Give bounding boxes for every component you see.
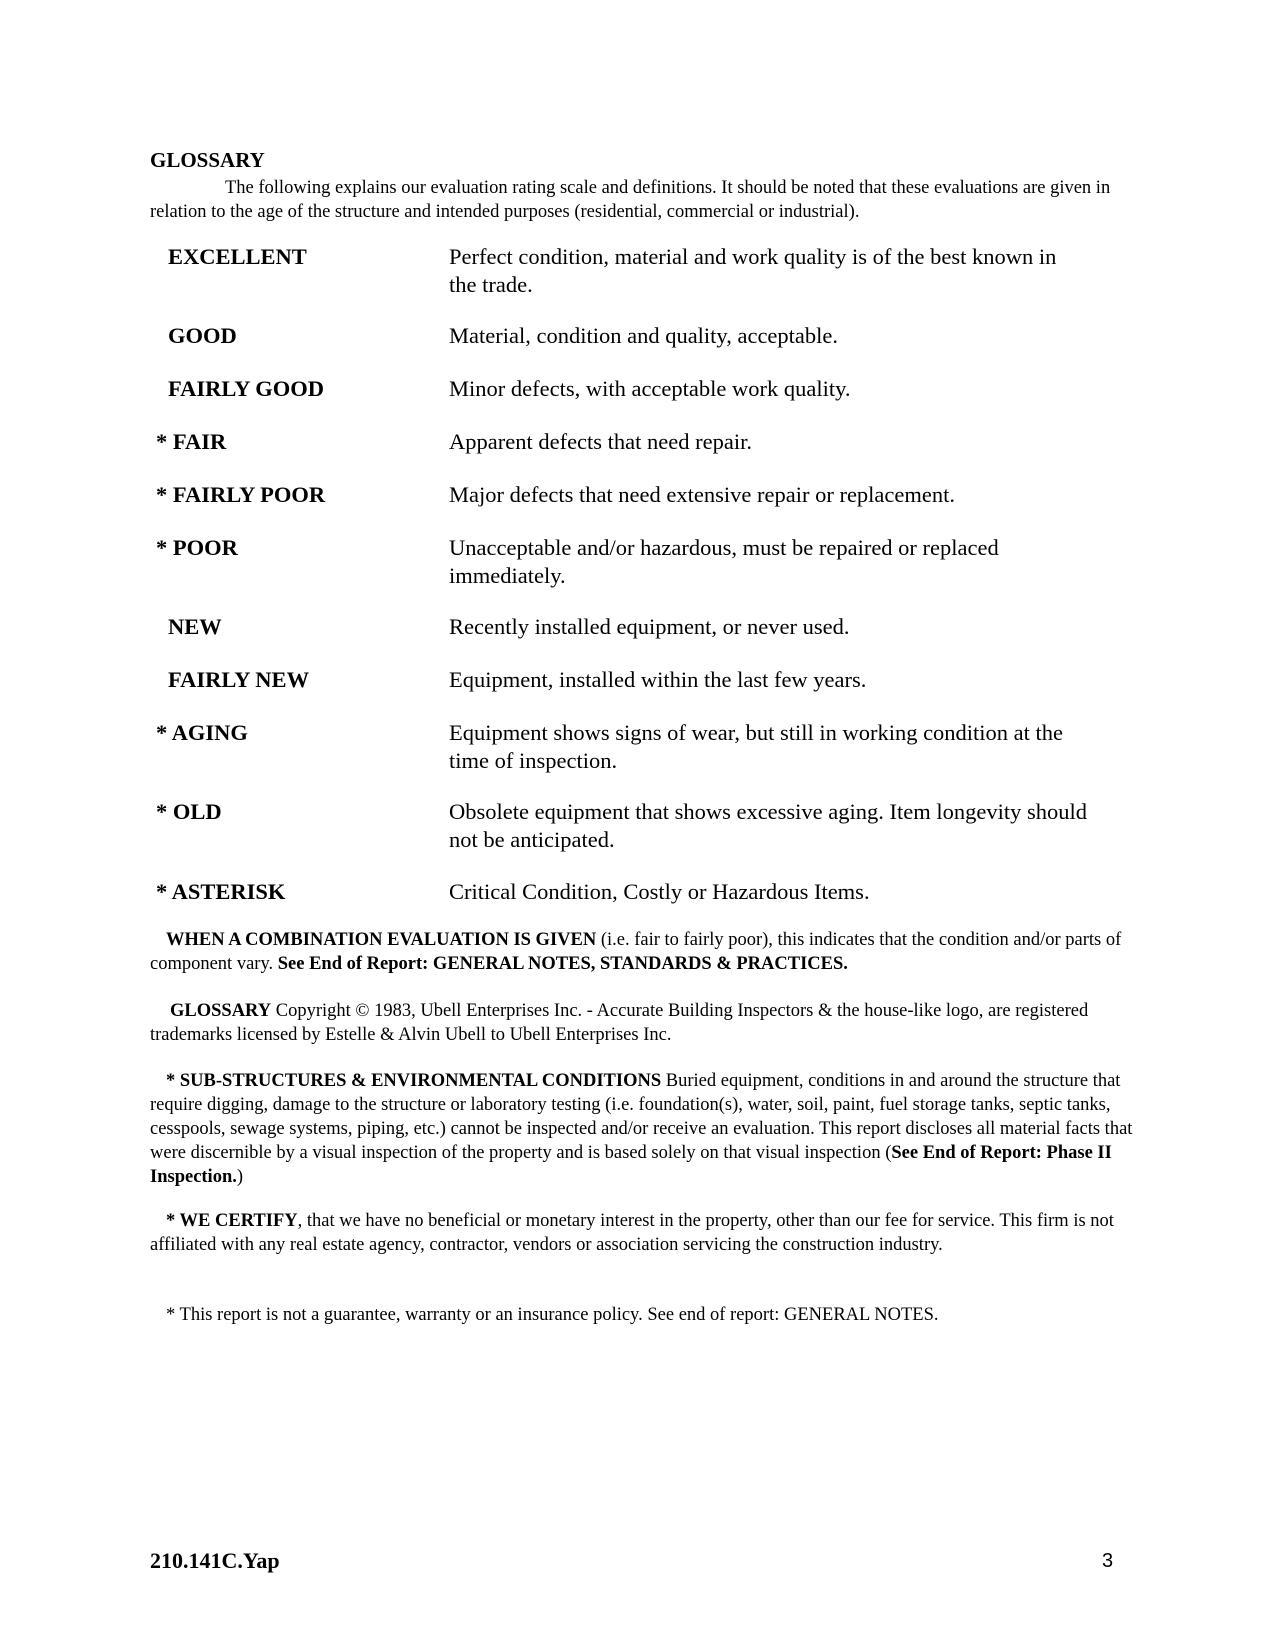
certify-note xyxy=(150,1209,1135,1257)
rating-term: GOOD xyxy=(168,323,237,348)
rating-definition: Perfect condition, material and work quality is of the best known in the trade. xyxy=(449,244,1057,297)
copyright-heading: GLOSSARY xyxy=(170,1001,272,1021)
substructures-text-end: ) xyxy=(236,1167,244,1187)
rating-term: * FAIRLY POOR xyxy=(156,482,326,507)
combination-note xyxy=(150,928,1135,976)
rating-term: * ASTERISK xyxy=(156,879,286,904)
rating-term: FAIRLY NEW xyxy=(168,667,310,692)
certify-text: , that we have no beneficial or monetary interest in the property, other than our fee for service. This firm is not affiliated with any real estate agency, contractor, vendors or association servicing the construction industry. xyxy=(150,1211,1114,1255)
certify-heading: * WE CERTIFY xyxy=(166,1211,298,1231)
rating-term: * FAIR xyxy=(156,429,227,454)
combination-reference: See End of Report: GENERAL NOTES, STANDARDS & PRACTICES. xyxy=(277,954,848,974)
rating-definition: Obsolete equipment that shows excessive aging. Item longevity should not be anticipated. xyxy=(449,799,1088,852)
guarantee-note: * This report is not a guarantee, warranty or an insurance policy. See end of report: GENERAL NOTES. xyxy=(166,1305,939,1325)
page-number: 3 xyxy=(1102,1550,1114,1572)
rating-term: * AGING xyxy=(156,720,248,745)
rating-definition: Recently installed equipment, or never used. xyxy=(449,614,850,639)
rating-definition: Equipment shows signs of wear, but still in working condition at the time of inspection. xyxy=(449,720,1064,773)
report-id: 210.141C.Yap xyxy=(150,1548,280,1573)
substructures-text: Buried equipment, conditions in and around the structure that require digging, damage to the structure or laboratory testing (i.e. foundation(s), water, soil, paint, fuel storage tanks, septic tanks, cesspools, sewage systems, piping, etc.) cannot be inspected and/or receive an evaluation. This report discloses all material facts that were discernible by a visual inspection of the property and is based solely on that visual inspection ( xyxy=(150,1071,1133,1163)
rating-definition: Apparent defects that need repair. xyxy=(449,429,752,454)
rating-term: NEW xyxy=(168,614,222,639)
rating-term: * OLD xyxy=(156,799,222,824)
rating-definition: Major defects that need extensive repair or replacement. xyxy=(449,482,956,507)
substructures-note xyxy=(150,1069,1135,1189)
rating-term: FAIRLY GOOD xyxy=(168,376,325,401)
rating-term: EXCELLENT xyxy=(168,244,307,269)
copyright-note xyxy=(150,999,1135,1047)
glossary-title: GLOSSARY xyxy=(150,148,265,172)
rating-definition: Critical Condition, Costly or Hazardous Items. xyxy=(449,879,870,904)
substructures-reference: See End of Report: Phase II Inspection. xyxy=(150,1143,1112,1187)
copyright-text: Copyright © 1983, Ubell Enterprises Inc. - Accurate Building Inspectors & the house-like logo, are registered trademarks licensed by Estelle & Alvin Ubell to Ubell Enterprises Inc. xyxy=(150,1001,1089,1045)
combination-text: (i.e. fair to fairly poor), this indicates that the condition and/or parts of component vary. xyxy=(150,930,1122,974)
rating-definition: Equipment, installed within the last few years. xyxy=(449,667,867,692)
combination-heading: WHEN A COMBINATION EVALUATION IS GIVEN xyxy=(166,930,597,950)
substructures-heading: * SUB-STRUCTURES & ENVIRONMENTAL CONDITIONS xyxy=(166,1071,662,1091)
rating-term: * POOR xyxy=(156,535,238,560)
glossary-intro: The following explains our evaluation rating scale and definitions. It should be noted that these evaluations are given in relation to the age of the structure and intended purposes (residential, commercial or industrial). xyxy=(150,178,1111,222)
rating-definition: Unacceptable and/or hazardous, must be repaired or replaced immediately. xyxy=(449,535,999,588)
rating-definition: Material, condition and quality, acceptable. xyxy=(449,323,839,348)
rating-definition: Minor defects, with acceptable work quality. xyxy=(449,376,851,401)
